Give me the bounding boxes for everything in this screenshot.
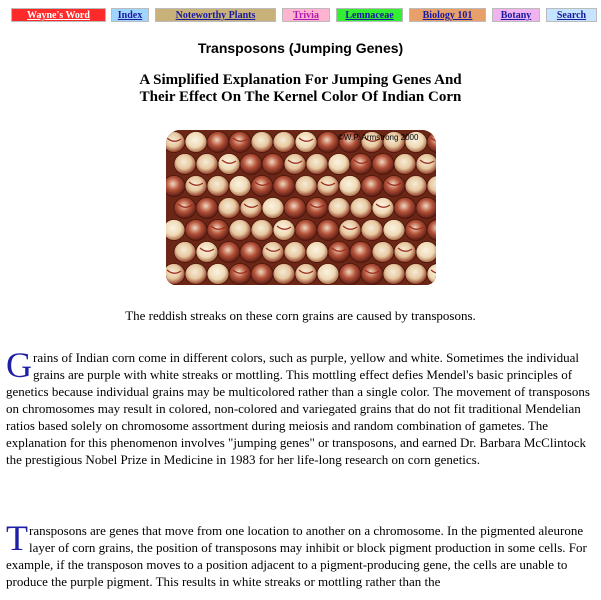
corn-kernel (306, 198, 328, 219)
corn-kernel (174, 242, 196, 263)
dropcap-g: G (6, 345, 32, 385)
corn-kernel (361, 220, 383, 241)
corn-kernel (328, 154, 350, 175)
page-subtitle (100, 72, 501, 106)
corn-kernel (185, 264, 207, 285)
image-credit: ©W.P. Armstrong 2000 (338, 133, 419, 142)
corn-kernel (229, 132, 251, 153)
corn-kernel (262, 154, 284, 175)
nav-trivia[interactable]: Trivia (282, 8, 330, 22)
corn-kernel (416, 154, 436, 175)
corn-kernel (185, 176, 207, 197)
corn-kernels-illustration (166, 130, 436, 285)
corn-kernel (185, 132, 207, 153)
corn-kernel (405, 176, 427, 197)
corn-kernel (383, 264, 405, 285)
corn-kernel (196, 242, 218, 263)
nav-botany[interactable]: Botany (492, 8, 540, 22)
corn-kernel (218, 198, 240, 219)
corn-kernel (295, 176, 317, 197)
corn-kernel (350, 154, 372, 175)
corn-kernel (394, 198, 416, 219)
corn-kernel (328, 242, 350, 263)
corn-kernel (306, 242, 328, 263)
corn-kernel (273, 264, 295, 285)
paragraph-grains-text: rains of Indian corn come in different colors, such as purple, yellow and white. Sometimes the individual grains are purple with white streaks or mottling. This mottling effect defies Mendel's basic principles of genetics because individual grains may be multicolored rather than a single color. The movement of transposons on chromosomes may result in colored, non-colored and variegated grains that do not fit traditional Mendelian ratios based solely on chromosome assortment during meiosis and random combination of gametes. The explanation for this phenomenon involves "jumping genes" or transposons, and earned Dr. Barbara McClintock the prestigious Nobel Prize in Medicine in 1983 for her life-long research on corn genetics. (6, 350, 590, 467)
corn-kernel (174, 154, 196, 175)
corn-kernel (251, 264, 273, 285)
page-title: Transposons (Jumping Genes) (197, 40, 404, 56)
corn-kernel (339, 176, 361, 197)
corn-kernel (383, 176, 405, 197)
corn-kernel (166, 176, 185, 197)
corn-kernel (284, 242, 306, 263)
corn-kernel (262, 242, 284, 263)
nav-index[interactable]: Index (111, 8, 149, 22)
corn-kernel (317, 176, 339, 197)
subtitle-line-1: A Simplified Explanation For Jumping Genes And (139, 72, 462, 88)
corn-kernel (405, 264, 427, 285)
corn-kernel (416, 198, 436, 219)
paragraph-transposons (6, 518, 598, 590)
corn-kernel (207, 264, 229, 285)
nav-waynes-word[interactable]: Wayne's Word (11, 8, 106, 22)
corn-kernel (383, 220, 405, 241)
corn-kernel (196, 198, 218, 219)
corn-kernel (284, 154, 306, 175)
top-navigation (11, 8, 597, 22)
corn-kernel (262, 198, 284, 219)
corn-kernel (328, 198, 350, 219)
corn-kernel (251, 132, 273, 153)
corn-kernel (405, 220, 427, 241)
corn-kernel (174, 198, 196, 219)
corn-kernel (273, 176, 295, 197)
paragraph-transposons-text: ransposons are genes that move from one location to another on a chromosome. In the pigmented aleurone layer of corn grains, the position of transposons may inhibit or block pigment production in some cells. For example, if the transposon moves to a position adjacent to a pigment-producing gene, the cells are unable to produce the purple pigment. This results in white streaks or mottling rather than the (6, 523, 587, 589)
corn-kernel (416, 242, 436, 263)
nav-noteworthy-plants[interactable]: Noteworthy Plants (155, 8, 276, 22)
corn-kernel (284, 198, 306, 219)
nav-search[interactable]: Search (546, 8, 597, 22)
corn-kernel (295, 264, 317, 285)
corn-kernel (273, 220, 295, 241)
corn-kernel (229, 176, 251, 197)
corn-kernel (207, 132, 229, 153)
corn-kernel (317, 220, 339, 241)
nav-biology-101[interactable]: Biology 101 (409, 8, 486, 22)
corn-kernel (295, 220, 317, 241)
corn-kernel (251, 176, 273, 197)
corn-kernel (361, 264, 383, 285)
corn-kernel (339, 220, 361, 241)
corn-kernel (196, 154, 218, 175)
corn-kernel (350, 198, 372, 219)
corn-kernel (166, 264, 185, 285)
corn-kernel (218, 154, 240, 175)
corn-kernel (240, 242, 262, 263)
corn-kernel (339, 264, 361, 285)
corn-kernel (306, 154, 328, 175)
corn-kernel (273, 132, 295, 153)
corn-kernel (317, 132, 339, 153)
corn-kernel (394, 242, 416, 263)
paragraph-grains (6, 345, 598, 468)
corn-kernel (166, 220, 185, 241)
photo-caption: The reddish streaks on these corn grains are caused by transposons. (125, 308, 476, 323)
corn-kernel (372, 154, 394, 175)
corn-kernel (229, 220, 251, 241)
corn-kernel (251, 220, 273, 241)
corn-kernel (185, 220, 207, 241)
corn-kernel (372, 242, 394, 263)
corn-kernel (295, 132, 317, 153)
corn-kernel (229, 264, 251, 285)
corn-kernel (166, 132, 185, 153)
corn-photo (166, 130, 436, 285)
corn-kernel (207, 220, 229, 241)
dropcap-t: T (6, 518, 28, 558)
corn-kernel (317, 264, 339, 285)
corn-kernel (361, 176, 383, 197)
corn-kernel (394, 154, 416, 175)
nav-lemnaceae[interactable]: Lemnaceae (336, 8, 403, 22)
corn-kernel (372, 198, 394, 219)
corn-kernel (240, 154, 262, 175)
corn-kernel (207, 176, 229, 197)
subtitle-line-2: Their Effect On The Kernel Color Of Indian Corn (139, 89, 462, 105)
corn-kernel (350, 242, 372, 263)
corn-kernel (218, 242, 240, 263)
corn-kernel (240, 198, 262, 219)
